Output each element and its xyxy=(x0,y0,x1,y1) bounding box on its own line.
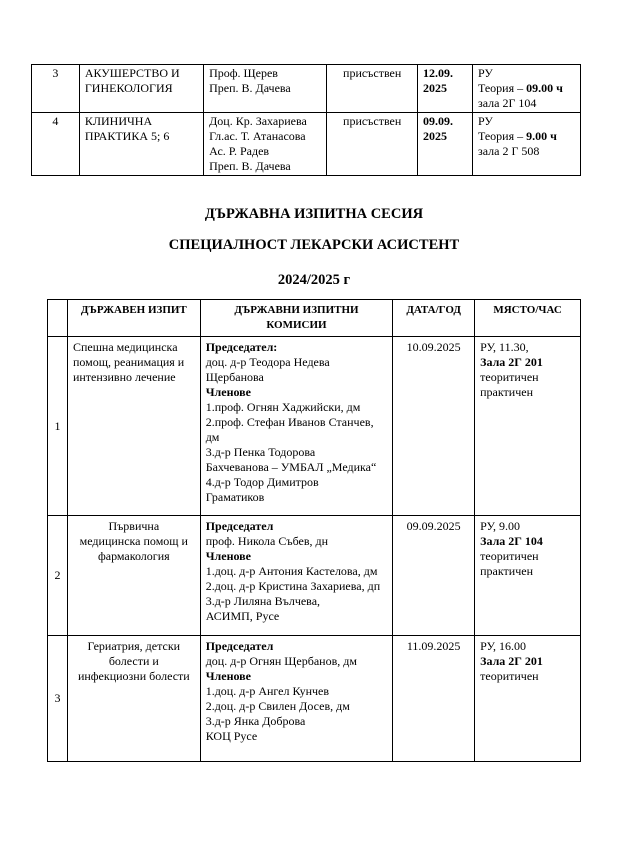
exam-number: 2 xyxy=(48,516,68,636)
exam-number: 1 xyxy=(48,337,68,516)
time-prefix: Теория – xyxy=(477,129,527,143)
member-line: 3.д-р Пенка Тодорова xyxy=(205,445,316,459)
place-cell xyxy=(472,113,580,176)
teachers-cell xyxy=(204,65,327,113)
chair-label: Председател: xyxy=(205,340,278,354)
exam-name-line: помощ, реанимация и xyxy=(72,355,185,369)
member-line: Граматиков xyxy=(205,490,265,504)
teachers-cell xyxy=(204,113,327,176)
top-table-row xyxy=(32,113,581,176)
exam-row xyxy=(48,337,581,516)
member-line: 1.проф. Огнян Хаджийски, дм xyxy=(205,400,361,414)
member-line: КОЦ Русе xyxy=(205,729,258,743)
subject-line: КЛИНИЧНА xyxy=(84,114,153,128)
exam-name-line: болести и xyxy=(108,654,159,668)
exam-name-line: фармакология xyxy=(97,549,170,563)
header-number xyxy=(48,300,68,337)
exam-mode: присъствен xyxy=(327,65,418,113)
top-schedule-table xyxy=(31,64,581,176)
academic-year: 2024/2025 г xyxy=(277,272,351,288)
exam-mode: присъствен xyxy=(327,113,418,176)
subject-cell xyxy=(79,113,203,176)
header-date: ДАТА/ГОД xyxy=(393,300,475,337)
top-schedule-body xyxy=(32,65,581,176)
hall: Зала 2Г 201 xyxy=(480,355,543,369)
members-label: Членове xyxy=(205,669,251,683)
exam-name-cell xyxy=(67,516,200,636)
member-line: 2.проф. Стефан Иванов Станчев, xyxy=(205,415,374,429)
time-value: 09.00 ч xyxy=(526,81,563,95)
exam-table-header-row xyxy=(48,300,581,337)
member-line: 4.д-р Тодор Димитров xyxy=(205,475,319,489)
place-hall: зала 2 Г 508 xyxy=(477,144,540,158)
member-line: 2.доц. д-р Кристина Захариева, дп xyxy=(205,579,381,593)
exam-name-line: инфекциозни болести xyxy=(77,669,190,683)
chair-label: Председател xyxy=(205,519,274,533)
time-value: 9.00 ч xyxy=(526,129,557,143)
chair-label: Председател xyxy=(205,639,274,653)
exam-type: теоритичен xyxy=(480,549,539,563)
teacher-line: Проф. Щерев xyxy=(209,66,278,80)
member-line: 2.доц. д-р Свилен Досев, дм xyxy=(205,699,350,713)
exam-name-line: интензивно лечение xyxy=(72,370,176,384)
exam-date: 11.09.2025 xyxy=(393,636,475,762)
members-label: Членове xyxy=(205,385,251,399)
time-prefix: Теория – xyxy=(477,81,527,95)
place-time: РУ, 11.30, xyxy=(480,340,529,354)
place-time: РУ, 9.00 xyxy=(480,519,521,533)
teacher-line: Ас. Р. Радев xyxy=(209,144,270,158)
chair-name: Щербанова xyxy=(205,370,264,384)
row-number: 4 xyxy=(32,113,80,176)
header-exam: ДЪРЖАВЕН ИЗПИТ xyxy=(67,300,200,337)
commission-cell xyxy=(200,337,393,516)
commission-cell xyxy=(200,516,393,636)
exam-name-cell xyxy=(67,636,200,762)
exam-date: 10.09.2025 xyxy=(393,337,475,516)
header-commissions: ДЪРЖАВНИ ИЗПИТНИ КОМИСИИ xyxy=(200,300,393,337)
hall: Зала 2Г 201 xyxy=(480,654,543,668)
teacher-line: Гл.ас. Т. Атанасова xyxy=(209,129,306,143)
subject-line: АКУШЕРСТВО И xyxy=(84,66,180,80)
place-cell xyxy=(475,636,581,762)
date-line: 2025 xyxy=(422,129,447,143)
member-line: дм xyxy=(205,430,220,444)
subject-cell xyxy=(79,65,203,113)
place-cell xyxy=(475,516,581,636)
exam-name-line: Спешна медицинска xyxy=(72,340,178,354)
date-line: 09.09. xyxy=(422,114,453,128)
member-line: Бахчеванова – УМБАЛ „Медика“ xyxy=(205,460,377,474)
teacher-line: Доц. Кр. Захариева xyxy=(209,114,307,128)
chair-name: доц. д-р Теодора Недева xyxy=(205,355,330,369)
place-time xyxy=(478,81,575,96)
exam-name-line: Първична xyxy=(108,519,160,533)
date-line: 2025 xyxy=(422,81,447,95)
subject-line: ПРАКТИКА 5; 6 xyxy=(84,129,170,143)
exam-type: теоритичен xyxy=(480,669,539,683)
row-number: 3 xyxy=(32,65,80,113)
place-cell xyxy=(472,65,580,113)
member-line: 1.доц. д-р Ангел Кунчев xyxy=(205,684,330,698)
state-exam-table xyxy=(47,299,581,762)
chair-name: проф. Никола Събев, дн xyxy=(205,534,329,548)
specialty-title: СПЕЦИАЛНОСТ ЛЕКАРСКИ АСИСТЕНТ xyxy=(168,237,460,253)
exam-row xyxy=(48,636,581,762)
hall: Зала 2Г 104 xyxy=(480,534,543,548)
place-university: РУ xyxy=(477,66,493,80)
exam-type: практичен xyxy=(480,385,533,399)
place-cell xyxy=(475,337,581,516)
teacher-line: Преп. В. Дачева xyxy=(209,81,291,95)
exam-name-line: Гериатрия, детски xyxy=(87,639,181,653)
commission-cell xyxy=(200,636,393,762)
member-line: 3.д-р Лиляна Вълчева, xyxy=(205,594,321,608)
date-line: 12.09. xyxy=(422,66,453,80)
exam-name-cell xyxy=(67,337,200,516)
date-cell xyxy=(417,65,472,113)
member-line: АСИМП, Русе xyxy=(205,609,280,623)
teacher-line: Преп. В. Дачева xyxy=(209,159,291,173)
exam-name-line: медицинска помощ и xyxy=(79,534,188,548)
exam-type: практичен xyxy=(480,564,533,578)
member-line: 3.д-р Янка Доброва xyxy=(205,714,306,728)
chair-name: доц. д-р Огнян Щербанов, дм xyxy=(205,654,357,668)
exam-date: 09.09.2025 xyxy=(393,516,475,636)
place-university: РУ xyxy=(477,114,493,128)
header-place: МЯСТО/ЧАС xyxy=(475,300,581,337)
subject-line: ГИНЕКОЛОГИЯ xyxy=(84,81,173,95)
session-title: ДЪРЖАВНА ИЗПИТНА СЕСИЯ xyxy=(204,206,424,222)
place-hall: зала 2Г 104 xyxy=(477,96,537,110)
exam-table-body xyxy=(48,337,581,762)
exam-row xyxy=(48,516,581,636)
exam-type: теоритичен xyxy=(480,370,539,384)
members-label: Членове xyxy=(205,549,251,563)
exam-number: 3 xyxy=(48,636,68,762)
member-line: 1.доц. д-р Антония Кастелова, дм xyxy=(205,564,378,578)
date-cell xyxy=(417,113,472,176)
top-table-row xyxy=(32,65,581,113)
place-time xyxy=(478,129,575,144)
place-time: РУ, 16.00 xyxy=(480,639,527,653)
